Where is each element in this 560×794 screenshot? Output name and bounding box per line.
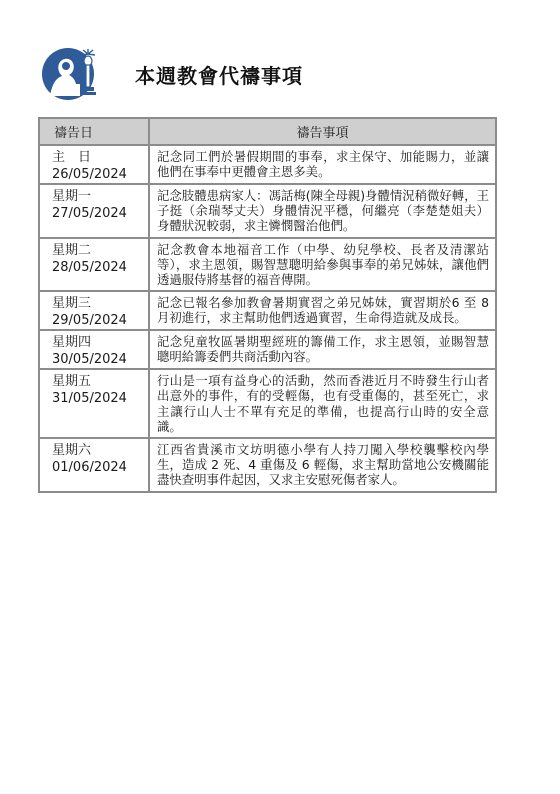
date-cell xyxy=(39,330,149,369)
weekday-label: 星期五 xyxy=(52,374,92,390)
date-cell xyxy=(39,291,149,330)
column-header-date: 禱告日 xyxy=(39,118,149,145)
table-header-row xyxy=(39,118,496,145)
weekday-label: 星期四 xyxy=(52,335,92,351)
date-cell xyxy=(39,438,149,492)
weekday-label: 星期六 xyxy=(52,443,92,459)
date-cell xyxy=(39,238,149,292)
weekday-label: 主 日 xyxy=(52,150,92,165)
table-row xyxy=(39,369,496,438)
prayer-item: 行山是一項有益身心的活動，然而香港近月不時發生行山者出意外的事件，有的受輕傷，也有受重傷的，甚至死亡，求主讓行山人士不單有充足的準備，也提高行山時的安全意識。 xyxy=(149,369,496,438)
date-cell xyxy=(39,184,149,238)
prayer-item: 記念教會本地福音工作（中學、幼兒學校、長者及清潔站等），求主恩領，賜智慧聰明給參與事奉的弟兄姊妹，讓他們透過服侍將基督的福音傳開。 xyxy=(149,238,496,292)
date-label: 30/05/2024 xyxy=(52,352,127,368)
page-title: 本週教會代禱事項 xyxy=(135,64,303,88)
date-label: 31/05/2024 xyxy=(52,391,127,407)
date-label: 28/05/2024 xyxy=(52,259,127,275)
table-row xyxy=(39,438,496,492)
date-label: 26/05/2024 xyxy=(52,167,127,182)
column-header-item: 禱告事項 xyxy=(149,118,496,145)
date-label: 29/05/2024 xyxy=(52,313,127,329)
prayer-item: 江西省貴溪市文坊明德小學有人持刀闖入學校襲擊校內學生，造成 2 死、4 重傷及 6 輕傷，求主幫助當地公安機關能盡快查明事件起因，又求主安慰死傷者家人。 xyxy=(149,438,496,492)
table-row xyxy=(39,238,496,292)
table-row xyxy=(39,184,496,238)
weekday-label: 星期二 xyxy=(52,242,92,258)
weekday-label: 星期一 xyxy=(52,189,92,204)
weekday-label: 星期三 xyxy=(52,296,92,312)
prayer-item: 記念已報名參加教會暑期實習之弟兄姊妹，實習期於6 至 8 月初進行，求主幫助他們透過實習，生命得造就及成長。 xyxy=(149,291,496,330)
church-emblem-icon xyxy=(38,46,110,102)
prayer-item: 記念同工們於暑假期間的事奉，求主保守、加能賜力，並讓他們在事奉中更體會主恩多美。 xyxy=(149,145,496,184)
prayer-item: 記念兒童牧區暑期聖經班的籌備工作，求主恩領，並賜智慧聰明給籌委們共商活動內容。 xyxy=(149,330,496,369)
date-cell xyxy=(39,145,149,184)
date-cell xyxy=(39,369,149,438)
table-row xyxy=(39,291,496,330)
table-row xyxy=(39,330,496,369)
date-label: 01/06/2024 xyxy=(52,460,127,476)
prayer-table xyxy=(38,117,497,493)
table-row xyxy=(39,145,496,184)
date-label: 27/05/2024 xyxy=(52,206,127,221)
prayer-item: 記念肢體患病家人：馮話梅(陳全母親)身體情況稍微好轉，王子挺（余瑞琴丈夫）身體情況平穩，何繼亮（李楚楚姐夫）身體狀況較弱，求主憐憫醫治他們。 xyxy=(149,184,496,238)
